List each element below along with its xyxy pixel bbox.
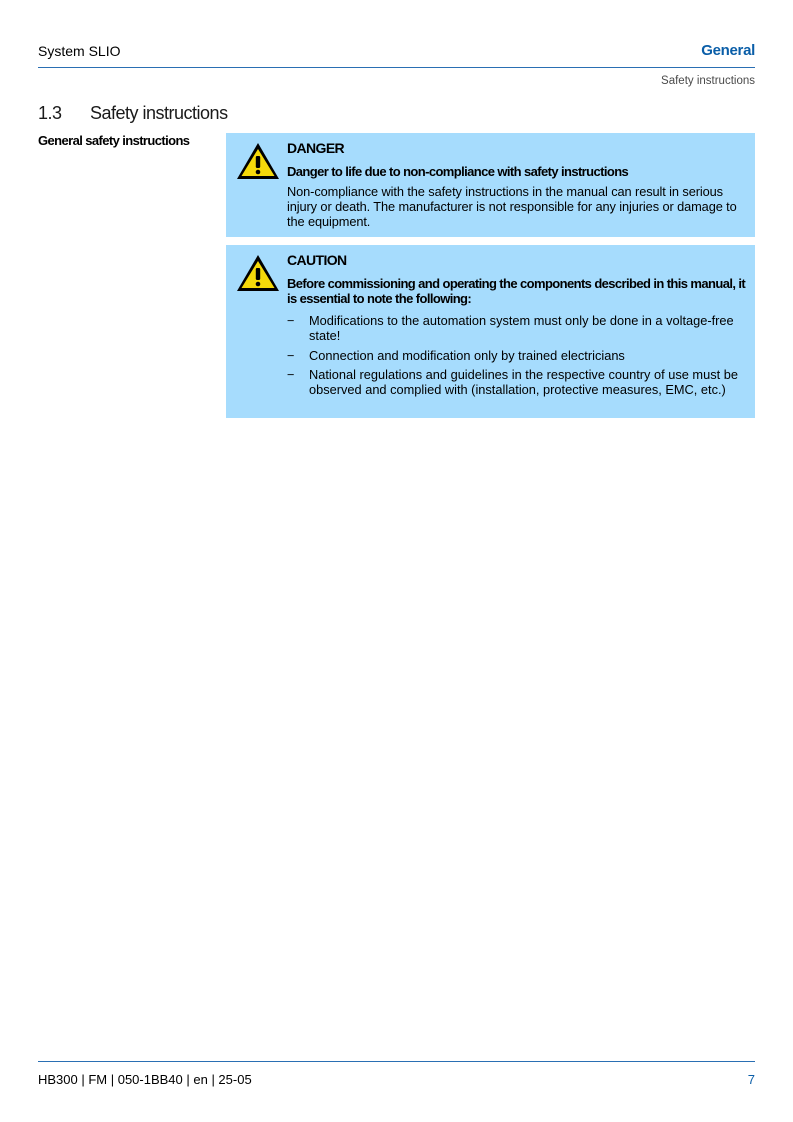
- section-title: Safety instructions: [90, 103, 228, 123]
- caution-list: [287, 314, 747, 398]
- caution-subtitle: Before commissioning and operating the components described in this manual, it is essential to note the following:: [287, 276, 746, 306]
- header-subtitle: Safety instructions: [661, 75, 755, 87]
- danger-subtitle: Danger to life due to non-compliance with safety instructions: [287, 164, 629, 179]
- danger-body: Non-compliance with the safety instructions in the manual can result in serious injury or death. The manufacturer is not responsible for any injuries or damage to the equipment.: [287, 184, 737, 229]
- caution-title: CAUTION: [287, 252, 347, 268]
- list-item: [287, 314, 747, 344]
- bullet-dash: −: [287, 347, 295, 363]
- list-item-text: Connection and modification only by trained electricians: [309, 347, 625, 363]
- warning-triangle-icon: [235, 253, 281, 293]
- section-heading: [38, 103, 228, 124]
- list-item-text: National regulations and guidelines in the respective country of use must be observed and complied with (installation, protective measures, EMC, etc.): [309, 367, 738, 398]
- side-label: General safety instructions: [38, 133, 190, 148]
- warning-triangle-icon: [235, 141, 281, 181]
- header-divider: [38, 67, 755, 68]
- footer-divider: [38, 1061, 755, 1062]
- danger-notice: [226, 133, 755, 237]
- section-number: 1.3: [38, 103, 62, 123]
- danger-title: DANGER: [287, 140, 345, 156]
- footer-doc-info: HB300 | FM | 050-1BB40 | en | 25-05: [38, 1072, 252, 1087]
- bullet-dash: −: [287, 313, 295, 328]
- header-product: System SLIO: [38, 43, 121, 59]
- page-number: 7: [747, 1072, 755, 1087]
- bullet-dash: −: [287, 367, 295, 383]
- list-item: [287, 368, 747, 398]
- header-chapter: General: [701, 42, 755, 59]
- list-item: [287, 349, 747, 364]
- caution-notice: [226, 245, 755, 418]
- list-item-text: Modifications to the automation system must only be done in a voltage-free state!: [309, 313, 734, 343]
